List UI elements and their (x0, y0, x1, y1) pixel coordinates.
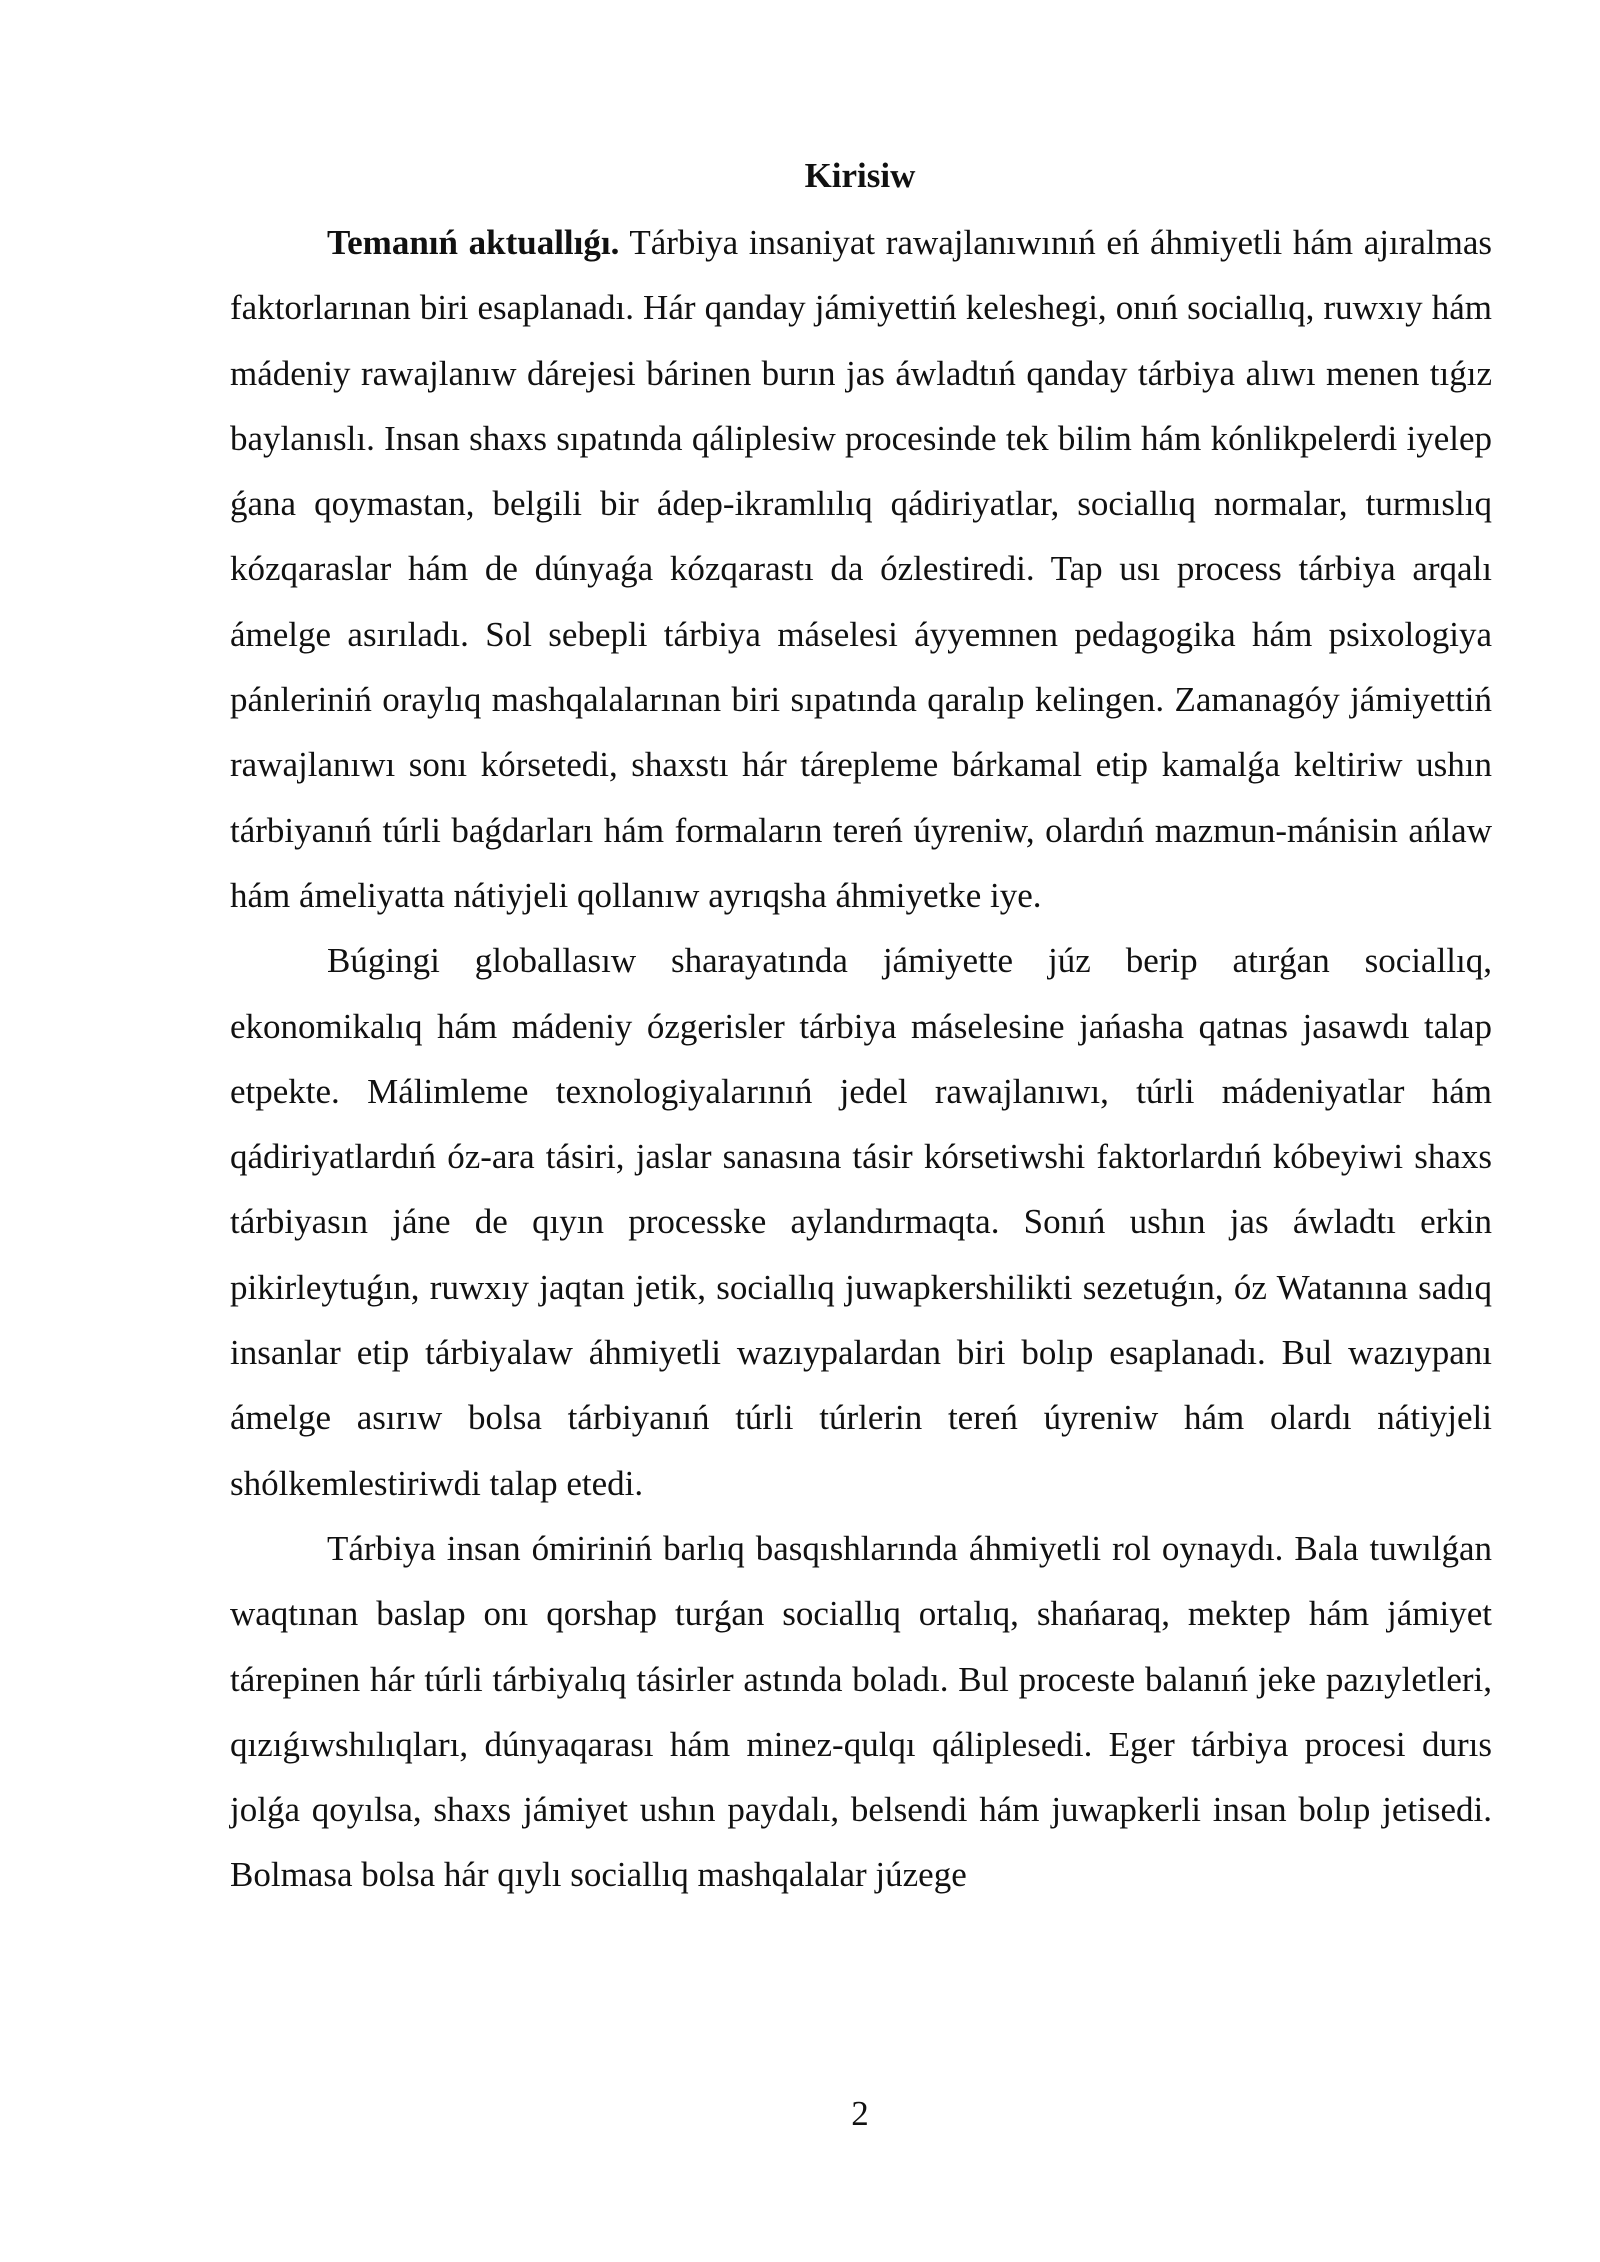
page-number: 2 (851, 2094, 869, 2133)
paragraph-text: Búgingi globallasıw sharayatında jámiyette júz berip atırǵan sociallıq, ekonomikalıq hám mádeniy ózgerisler tárbiya máselesine jańasha qatnas jasawdı talap etpekte. Málimleme texnologiyalarınıń jedel rawajlanıwı, túrli mádeniyatlar hám qádiriyatlardıń óz-ara tásiri, jaslar sanasına tásir kórsetiwshi faktorlardıń kóbeyiwi shaxs tárbiyasın jáne de qıyın processke aylandırmaqta. Sonıń ushın jas áwladtı erkin pikirleytuǵın, ruwxıy jaqtan jetik, sociallıq juwapkershilikti sezetuǵın, óz Watanına sadıq insanlar etip tárbiyalaw áhmiyetli wazıypalardan biri bolıp esaplanadı. Bul wazıypanı ámelge asırıw bolsa tárbiyanıń túrli túrlerin tereń úyreniw hám olardı nátiyjeli shólkemlestiriwdi talap etedi. (230, 941, 1492, 1503)
section-title: Kirisiw (804, 156, 916, 195)
paragraph-globalization (230, 928, 1492, 1516)
paragraph-text: Tárbiya insaniyat rawajlanıwınıń eń áhmiyetli hám ajıralmas faktorlarınan biri esaplanadı. Hár qanday jámiyettiń keleshegi, onıń sociallıq, ruwxıy hám mádeniy rawajlanıw dárejesi bárinen burın jas áwladtıń qanday tárbiya alıwı menen tıǵız baylanıslı. Insan shaxs sıpatında qáliplesiw procesinde tek bilim hám kónlikpelerdi iyelep ǵana qoymastan, belgili bir ádep-ikramlılıq qádiriyatlar, sociallıq normalar, turmıslıq kózqaraslar hám de dúnyaǵa kózqarastı da ózlestiredi. Tap usı process tárbiya arqalı ámelge asırıladı. Sol sebepli tárbiya máselesi áyyemnen pedagogika hám psixologiya pánleriniń oraylıq mashqalalarınan biri sıpatında qaralıp kelingen. Zamanagóy jámiyettiń rawajlanıwı sonı kórsetedi, shaxstı hár tárepleme bárkamal etip kamalǵa keltiriw ushın tárbiyanıń túrli baǵdarları hám formaların tereń úyreniw, olardıń mazmun-mánisin ańlaw hám ámeliyatta nátiyjeli qollanıw ayrıqsha áhmiyetke iye. (230, 223, 1492, 915)
paragraph-life-stages (230, 1516, 1492, 1908)
paragraph-actuality (230, 210, 1492, 928)
body-text (230, 210, 1492, 1908)
paragraph-text: Tárbiya insan ómiriniń barlıq basqıshlarında áhmiyetli rol oynaydı. Bala tuwılǵan waqtınan baslap onı qorshap turǵan sociallıq ortalıq, shańaraq, mektep hám jámiyet tárepinen hár túrli tárbiyalıq tásirler astında boladı. Bul proceste balanıń jeke pazıyletleri, qızıǵıwshılıqları, dúnyaqarası hám minez-qulqı qáliplesedi. Eger tárbiya procesi durıs jolǵa qoyılsa, shaxs jámiyet ushın paydalı, belsendi hám juwapkerli insan bolıp jetisedi. Bolmasa bolsa hár qıylı sociallıq mashqalalar júzege (230, 1528, 1492, 1895)
paragraph-lead: Temanıń aktuallıǵı. (327, 223, 620, 262)
